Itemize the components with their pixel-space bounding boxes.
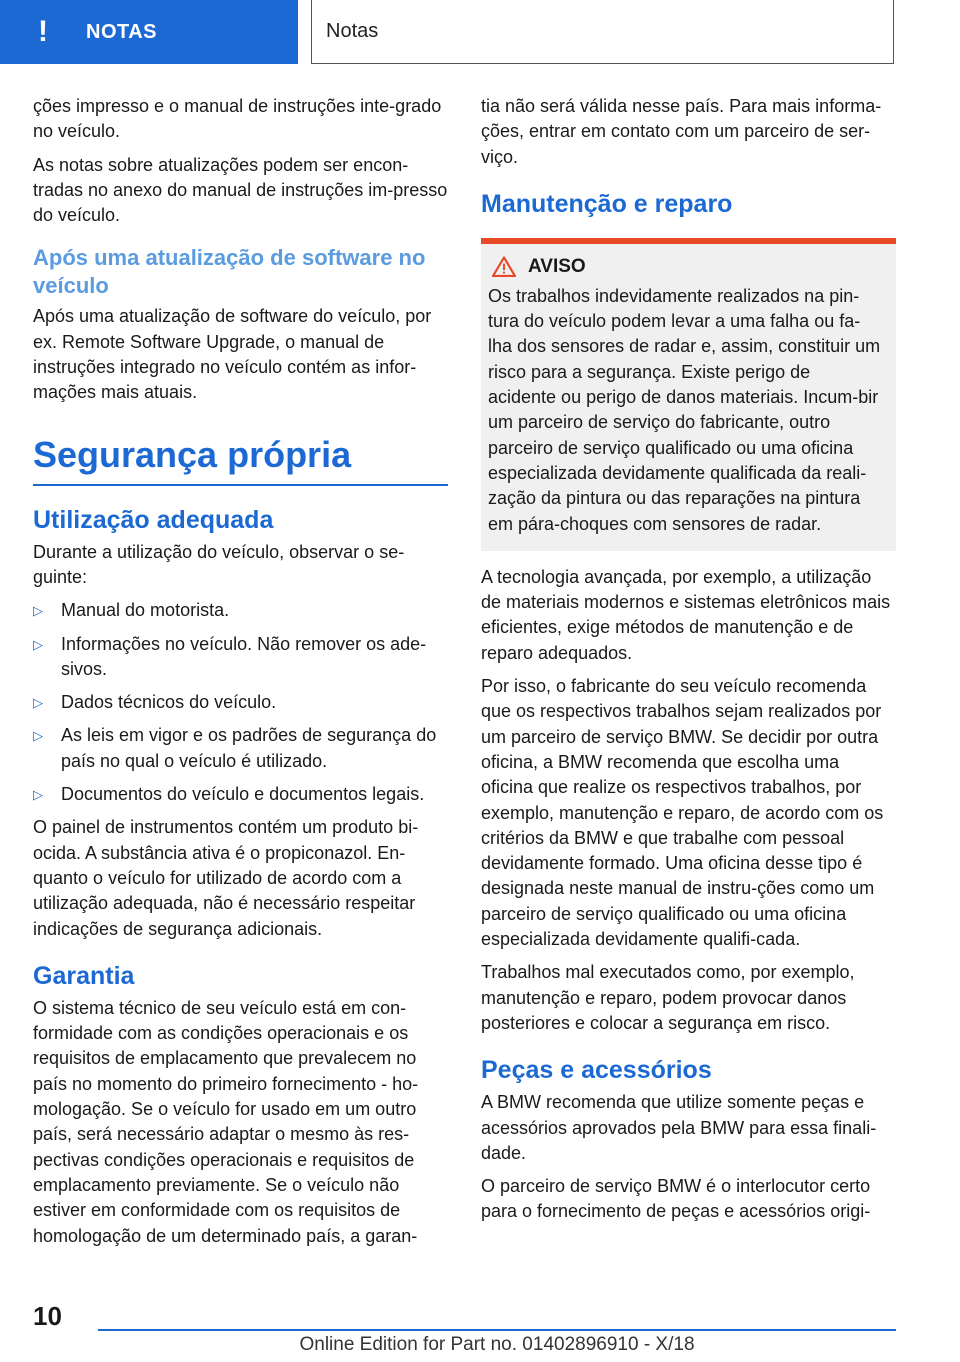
list-item: ▷ Manual do motorista. xyxy=(33,598,448,623)
triangle-bullet-icon: ▷ xyxy=(33,787,43,803)
chapter-box xyxy=(311,0,894,64)
exclamation-icon: ! xyxy=(38,15,48,48)
chapter-label: Notas xyxy=(326,20,379,42)
warning-text: Os trabalhos indevidamente realizados na pin-tura do veículo podem levar a uma falha ou fa-lha dos sensores de radar e, assim, constituir um risco para a segurança. Existe perigo de acidente ou perigo de danos materiais. Incum-bir um parceiro de serviço do fabricante, outro parceiro de serviço qualificado ou uma oficina especializada devidamente qualificada da reali-zação da pintura ou das reparações na pintura em pára-choques com sensores de radar. xyxy=(488,285,881,534)
paragraph: O parceiro de serviço BMW é o interlocutor certo para o fornecimento de peças e acessórios origi- xyxy=(481,1176,871,1222)
section-label: NOTAS xyxy=(86,20,158,43)
paragraph: O sistema técnico de seu veículo está em con-formidade com as condições operacionais e os requisitos de emplacamento que prevalecem no país no momento do primeiro fornecimento - ho-mologação. Se o veículo for usado em um outro país, será necessário adaptar o mesmo às res-pectivas condições operacionais e requisitos de emplacamento previamente. Se o veículo não estiver em conformidade com os requisitos de homologação de um determinado país, a garan- xyxy=(33,997,419,1246)
footer-rule xyxy=(98,1329,896,1331)
list-item: ▷ Dados técnicos do veículo. xyxy=(33,690,448,715)
triangle-bullet-icon: ▷ xyxy=(33,603,43,619)
edition-note: Online Edition for Part no. 01402896910 - X/18 xyxy=(299,1334,695,1355)
paragraph: A BMW recomenda que utilize somente peças e acessórios aprovados pela BMW para essa finali-dade. xyxy=(481,1092,877,1163)
heading-utilizacao-adequada: Utilização adequada xyxy=(33,505,274,534)
section-tab[interactable] xyxy=(0,0,298,64)
list-item: ▷ Informações no veículo. Não remover os ade-sivos. xyxy=(33,633,427,679)
paragraph: Após uma atualização de software do veículo, por ex. Remote Software Upgrade, o manual de instruções integrado no veículo contém as infor-mações mais atuais. xyxy=(33,306,432,403)
left-column xyxy=(33,94,448,1257)
warning-box xyxy=(481,244,896,551)
paragraph: O painel de instrumentos contém um produto bi-ocida. A substância ativa é o propiconazol. En-quanto o veículo for utilizado de acordo com a utilização adequada, não é necessário respeitar indicações de segurança adicionais. xyxy=(33,817,419,939)
paragraph: Por isso, o fabricante do seu veículo recomenda que os respectivos trabalhos sejam realizados por um parceiro de serviço BMW. Se decidir por outra oficina, a BMW recomenda que escolha uma oficina que realize os respectivos trabalhos, por exemplo, manutenção e reparo, de acordo com os critérios da BMW e que trabalhe com pessoal devidamente formado. Uma oficina desse tipo é designada neste manual de instru-ções como um parceiro de serviço qualificado ou uma oficina especializada devidamente qualifi-cada. xyxy=(481,676,884,950)
list-item: ▷ Documentos do veículo e documentos legais. xyxy=(33,782,448,807)
paragraph: tia não será válida nesse país. Para mais informa-ções, entrar em contato com um parceiro de ser-viço. xyxy=(481,96,882,167)
list-item: ▷ As leis em vigor e os padrões de segurança do país no qual o veículo é utilizado. xyxy=(33,725,437,771)
page-number: 10 xyxy=(33,1301,62,1331)
paragraph: A tecnologia avançada, por exemplo, a utilização de materiais modernos e sistemas eletrônicos mais eficientes, exige métodos de manutenção e de reparo adequados. xyxy=(481,566,891,663)
subheading-software-update: Após uma atualização de software no veículo xyxy=(33,245,426,299)
heading-pecas-acessorios: Peças e acessórios xyxy=(481,1056,712,1085)
warning-triangle-icon xyxy=(492,256,516,277)
triangle-bullet-icon: ▷ xyxy=(33,695,43,711)
heading-seguranca-propria: Segurança própria xyxy=(33,434,448,486)
right-column xyxy=(481,94,896,1233)
triangle-bullet-icon: ▷ xyxy=(33,728,43,744)
heading-manutencao-reparo: Manutenção e reparo xyxy=(481,189,733,218)
warning-title: AVISO xyxy=(488,256,882,278)
heading-garantia: Garantia xyxy=(33,961,135,990)
paragraph: Trabalhos mal executados como, por exemplo, manutenção e reparo, podem provocar danos posteriores e colocar a segurança em risco. xyxy=(481,962,855,1033)
paragraph: ções impresso e o manual de instruções inte-grado no veículo. xyxy=(33,96,442,142)
paragraph: Durante a utilização do veículo, observar o se-guinte: xyxy=(33,541,405,587)
page-header xyxy=(0,0,960,66)
usage-list xyxy=(33,598,448,807)
triangle-bullet-icon: ▷ xyxy=(33,636,43,652)
paragraph: As notas sobre atualizações podem ser encon-tradas no anexo do manual de instruções im-presso do veículo. xyxy=(33,154,448,226)
